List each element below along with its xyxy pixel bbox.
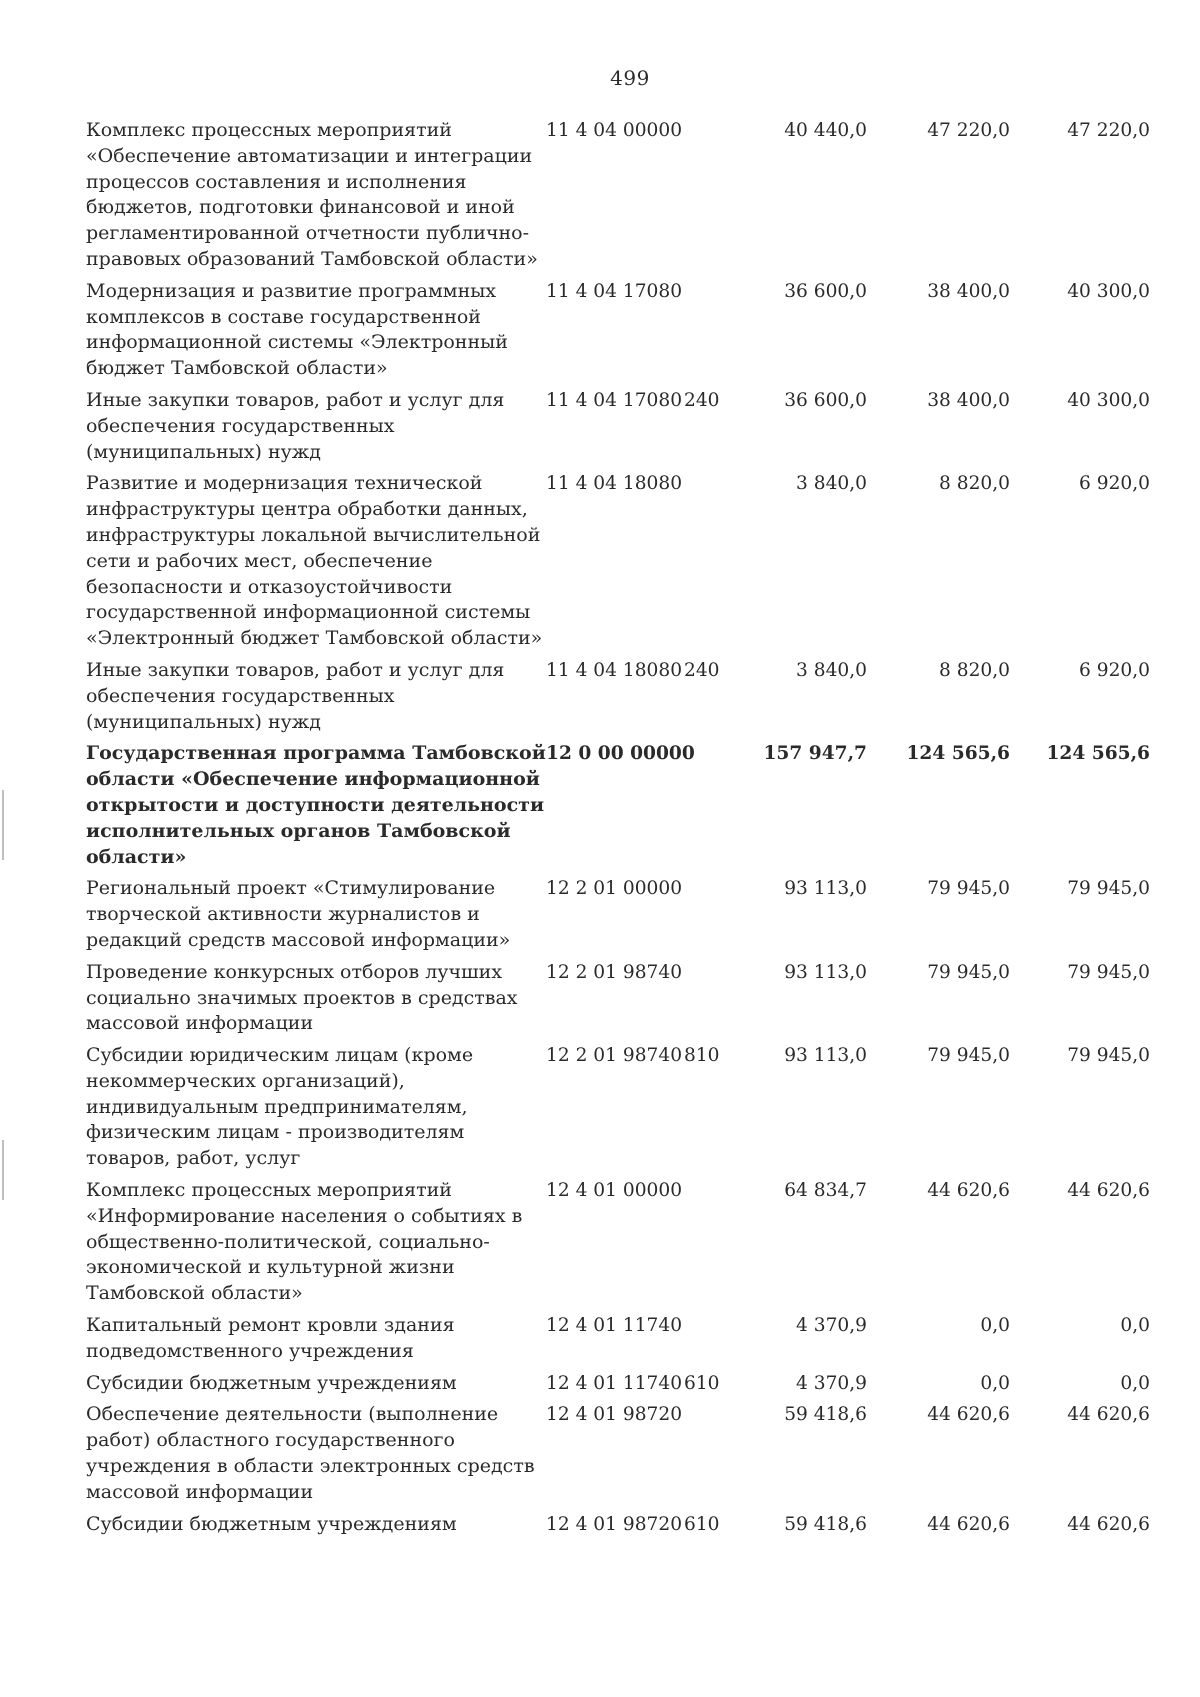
- row-code: 12 4 01 11740: [546, 1315, 683, 1337]
- row-amount-year-2: 47 220,0: [927, 120, 1010, 141]
- row-amount-year-2: 8 820,0: [939, 659, 1010, 681]
- row-expense-type: 240: [684, 659, 720, 681]
- row-amount-year-2: 0,0: [980, 1315, 1010, 1337]
- row-amount-year-2: 124 565,6: [906, 743, 1010, 765]
- row-amount-year-1: 93 113,0: [784, 878, 867, 900]
- row-code: 11 4 04 18080: [546, 473, 683, 495]
- row-name: Субсидии юридическим лицам (кроме некоммерческих организаций), индивидуальным предпринимателям, физическим лицам - производителям товаров, работ, услуг: [86, 1044, 474, 1170]
- row-amount-year-2: 79 945,0: [927, 878, 1010, 900]
- row-code: 12 2 01 98740: [546, 1045, 683, 1067]
- row-amount-year-3: 47 220,0: [1067, 120, 1150, 141]
- table-row: [86, 1043, 1164, 1172]
- row-amount-year-1: 36 600,0: [784, 280, 867, 302]
- row-name: Развитие и модернизация технической инфраструктуры центра обработки данных, инфраструктуры локальной вычислительной сети и рабочих мест, обеспечение безопасности и отказоустойчивости государственной информационной системы «Электронный бюджет Тамбовской области»: [86, 472, 543, 650]
- row-amount-year-2: 44 620,6: [927, 1180, 1010, 1202]
- row-code: 11 4 04 00000: [546, 120, 683, 141]
- table-row: [86, 1371, 1164, 1397]
- row-code: 12 2 01 98740: [546, 961, 683, 983]
- row-amount-year-2: 38 400,0: [927, 280, 1010, 302]
- row-code: 12 4 01 00000: [546, 1180, 683, 1202]
- row-amount-year-3: 6 920,0: [1079, 473, 1150, 495]
- row-amount-year-3: 0,0: [1120, 1315, 1150, 1337]
- scan-margin-mark: [2, 1140, 4, 1200]
- row-code: 12 0 00 00000: [546, 743, 695, 765]
- row-name: Модернизация и развитие программных комплексов в составе государственной информационной системы «Электронный бюджет Тамбовской области»: [86, 279, 508, 380]
- budget-table: [86, 118, 1164, 1543]
- row-name: Комплекс процессных мероприятий «Обеспечение автоматизации и интеграции процессов составления и исполнения бюджетов, подготовки финансовой и иной регламентированной отчетности публично-правовых образований Тамбовской области»: [86, 119, 538, 270]
- row-amount-year-3: 79 945,0: [1067, 961, 1150, 983]
- row-expense-type: 240: [684, 389, 720, 411]
- row-name: Государственная программа Тамбовской области «Обеспечение информационной открытости и доступности деятельности исполнительных органов Тамбовской области»: [86, 742, 546, 868]
- table-row: [86, 1313, 1164, 1365]
- row-amount-year-1: 59 418,6: [784, 1404, 867, 1426]
- row-name: Иные закупки товаров, работ и услуг для обеспечения государственных (муниципальных) нужд: [86, 388, 505, 463]
- row-code: 12 2 01 00000: [546, 878, 683, 900]
- row-amount-year-2: 38 400,0: [927, 389, 1010, 411]
- table-row: [86, 1512, 1164, 1538]
- row-name: Обеспечение деятельности (выполнение работ) областного государственного учреждения в области электронных средств массовой информации: [86, 1403, 535, 1503]
- row-code: 12 4 01 98720: [546, 1404, 683, 1426]
- row-amount-year-1: 93 113,0: [784, 1045, 867, 1067]
- scan-margin-mark: [2, 790, 4, 860]
- row-amount-year-3: 6 920,0: [1079, 659, 1150, 681]
- table-row: [86, 471, 1164, 652]
- row-name: Региональный проект «Стимулирование творческой активности журналистов и редакций средств массовой информации»: [86, 877, 511, 951]
- row-amount-year-2: 8 820,0: [939, 473, 1010, 495]
- row-amount-year-1: 40 440,0: [784, 120, 867, 141]
- table-row: [86, 388, 1164, 465]
- row-name: Иные закупки товаров, работ и услуг для обеспечения государственных (муниципальных) нужд: [86, 658, 505, 733]
- row-amount-year-3: 40 300,0: [1067, 280, 1150, 302]
- row-code: 11 4 04 17080: [546, 280, 683, 302]
- table-row: [86, 279, 1164, 382]
- row-amount-year-1: 36 600,0: [784, 389, 867, 411]
- row-amount-year-1: 157 947,7: [763, 743, 867, 765]
- page-number: 499: [610, 66, 650, 90]
- row-amount-year-2: 79 945,0: [927, 1045, 1010, 1067]
- row-amount-year-1: 3 840,0: [796, 659, 867, 681]
- row-amount-year-1: 59 418,6: [784, 1513, 867, 1535]
- table-row: [86, 876, 1164, 953]
- row-name: Комплекс процессных мероприятий «Информирование населения о событиях в общественно-политической, социально-экономической и культурной жизни Тамбовской области»: [86, 1179, 523, 1305]
- row-amount-year-2: 44 620,6: [927, 1404, 1010, 1426]
- row-amount-year-2: 0,0: [980, 1372, 1010, 1394]
- row-amount-year-3: 44 620,6: [1067, 1180, 1150, 1202]
- row-name: Субсидии бюджетным учреждениям: [86, 1512, 457, 1535]
- row-amount-year-1: 93 113,0: [784, 961, 867, 983]
- row-amount-year-3: 0,0: [1120, 1372, 1150, 1394]
- program-row: [86, 741, 1164, 870]
- row-amount-year-2: 44 620,6: [927, 1513, 1010, 1535]
- row-amount-year-3: 40 300,0: [1067, 389, 1150, 411]
- table-row: [86, 1178, 1164, 1307]
- row-amount-year-3: 44 620,6: [1067, 1513, 1150, 1535]
- row-expense-type: 610: [684, 1513, 720, 1535]
- table-row: [86, 960, 1164, 1037]
- row-name: Капитальный ремонт кровли здания подведомственного учреждения: [86, 1314, 455, 1362]
- table-row: [86, 118, 1164, 273]
- row-amount-year-3: 44 620,6: [1067, 1404, 1150, 1426]
- row-amount-year-3: 79 945,0: [1067, 1045, 1150, 1067]
- row-code: 11 4 04 18080: [546, 659, 683, 681]
- row-amount-year-3: 124 565,6: [1046, 743, 1150, 765]
- row-name: Субсидии бюджетным учреждениям: [86, 1371, 457, 1394]
- row-expense-type: 810: [684, 1045, 720, 1067]
- row-expense-type: 610: [684, 1372, 720, 1394]
- row-code: 12 4 01 11740: [546, 1372, 683, 1394]
- row-amount-year-1: 4 370,9: [796, 1372, 867, 1394]
- row-amount-year-2: 79 945,0: [927, 961, 1010, 983]
- row-amount-year-1: 4 370,9: [796, 1315, 867, 1337]
- row-amount-year-1: 3 840,0: [796, 473, 867, 495]
- row-amount-year-3: 79 945,0: [1067, 878, 1150, 900]
- table-row: [86, 658, 1164, 735]
- row-code: 12 4 01 98720: [546, 1513, 683, 1535]
- row-name: Проведение конкурсных отборов лучших социально значимых проектов в средствах массовой информации: [86, 960, 518, 1035]
- row-amount-year-1: 64 834,7: [784, 1180, 867, 1202]
- row-code: 11 4 04 17080: [546, 389, 683, 411]
- table-row: [86, 1402, 1164, 1505]
